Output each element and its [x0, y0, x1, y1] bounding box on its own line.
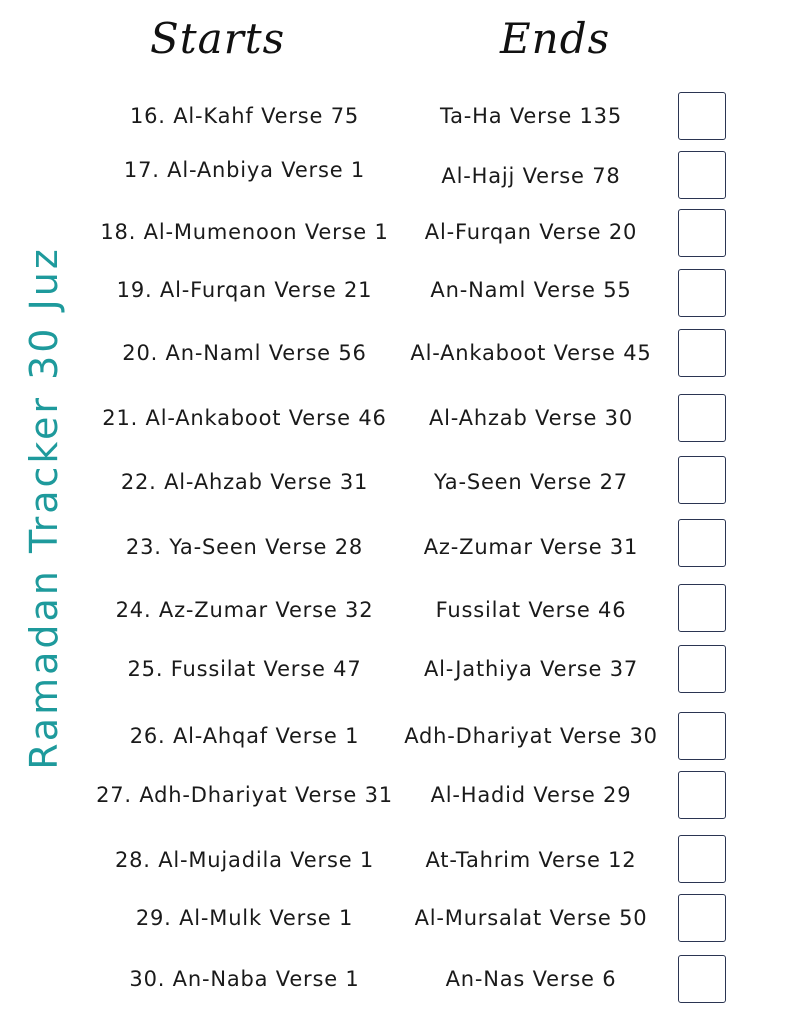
juz-end: An-Naml Verse 55 [430, 278, 632, 302]
juz-start: 23. Ya-Seen Verse 28 [125, 535, 364, 559]
juz-start: 17. Al-Anbiya Verse 1 [123, 158, 366, 182]
juz-checkbox[interactable] [678, 894, 726, 942]
juz-start: 27. Adh-Dhariyat Verse 31 [96, 783, 393, 807]
juz-row [0, 264, 794, 324]
juz-start: 19. Al-Furqan Verse 21 [116, 278, 373, 302]
juz-start: 30. An-Naba Verse 1 [129, 967, 360, 991]
juz-start: 20. An-Naml Verse 56 [122, 341, 367, 365]
juz-checkbox[interactable] [678, 771, 726, 819]
juz-row [0, 580, 794, 640]
juz-start: 24. Az-Zumar Verse 32 [115, 598, 374, 622]
juz-checkbox[interactable] [678, 645, 726, 693]
juz-end: Az-Zumar Verse 31 [423, 535, 639, 559]
juz-end: An-Nas Verse 6 [445, 967, 617, 991]
juz-checkbox[interactable] [678, 712, 726, 760]
juz-end: Al-Hajj Verse 78 [441, 164, 621, 188]
juz-end: Ta-Ha Verse 135 [439, 104, 623, 128]
juz-start: 22. Al-Ahzab Verse 31 [120, 470, 369, 494]
juz-end: Al-Ankaboot Verse 45 [410, 341, 652, 365]
juz-end: Al-Ahzab Verse 30 [428, 406, 634, 430]
juz-row [0, 390, 794, 450]
juz-end: Adh-Dhariyat Verse 30 [404, 724, 658, 748]
juz-start: 16. Al-Kahf Verse 75 [129, 104, 360, 128]
juz-row [0, 708, 794, 768]
side-title: Ramadan Tracker 30 Juz [22, 246, 66, 770]
juz-row [0, 892, 794, 952]
juz-start: 26. Al-Ahqaf Verse 1 [129, 724, 360, 748]
juz-start: 18. Al-Mumenoon Verse 1 [100, 220, 389, 244]
juz-checkbox[interactable] [678, 151, 726, 199]
juz-row [0, 767, 794, 827]
juz-row [0, 86, 794, 146]
juz-checkbox[interactable] [678, 269, 726, 317]
starts-heading: Starts [150, 14, 286, 63]
juz-row [0, 515, 794, 575]
juz-row [0, 641, 794, 701]
juz-checkbox[interactable] [678, 92, 726, 140]
juz-checkbox[interactable] [678, 519, 726, 567]
juz-checkbox[interactable] [678, 209, 726, 257]
juz-row [0, 204, 794, 264]
juz-row [0, 452, 794, 512]
juz-checkbox[interactable] [678, 394, 726, 442]
juz-checkbox[interactable] [678, 835, 726, 883]
juz-checkbox[interactable] [678, 584, 726, 632]
juz-start: 29. Al-Mulk Verse 1 [135, 906, 354, 930]
juz-start: 28. Al-Mujadila Verse 1 [114, 848, 375, 872]
juz-checkbox[interactable] [678, 955, 726, 1003]
juz-end: Al-Furqan Verse 20 [424, 220, 638, 244]
juz-end: At-Tahrim Verse 12 [425, 848, 637, 872]
juz-end: Al-Hadid Verse 29 [430, 783, 632, 807]
juz-end: Al-Jathiya Verse 37 [423, 657, 639, 681]
juz-row [0, 325, 794, 385]
juz-end: Fussilat Verse 46 [435, 598, 627, 622]
juz-row [0, 146, 794, 206]
juz-checkbox[interactable] [678, 329, 726, 377]
ends-heading: Ends [500, 14, 611, 63]
juz-end: Al-Mursalat Verse 50 [414, 906, 648, 930]
juz-end: Ya-Seen Verse 27 [434, 470, 628, 494]
juz-checkbox[interactable] [678, 456, 726, 504]
juz-row [0, 953, 794, 1013]
juz-start: 21. Al-Ankaboot Verse 46 [102, 406, 387, 430]
juz-start: 25. Fussilat Verse 47 [127, 657, 362, 681]
juz-row [0, 832, 794, 892]
